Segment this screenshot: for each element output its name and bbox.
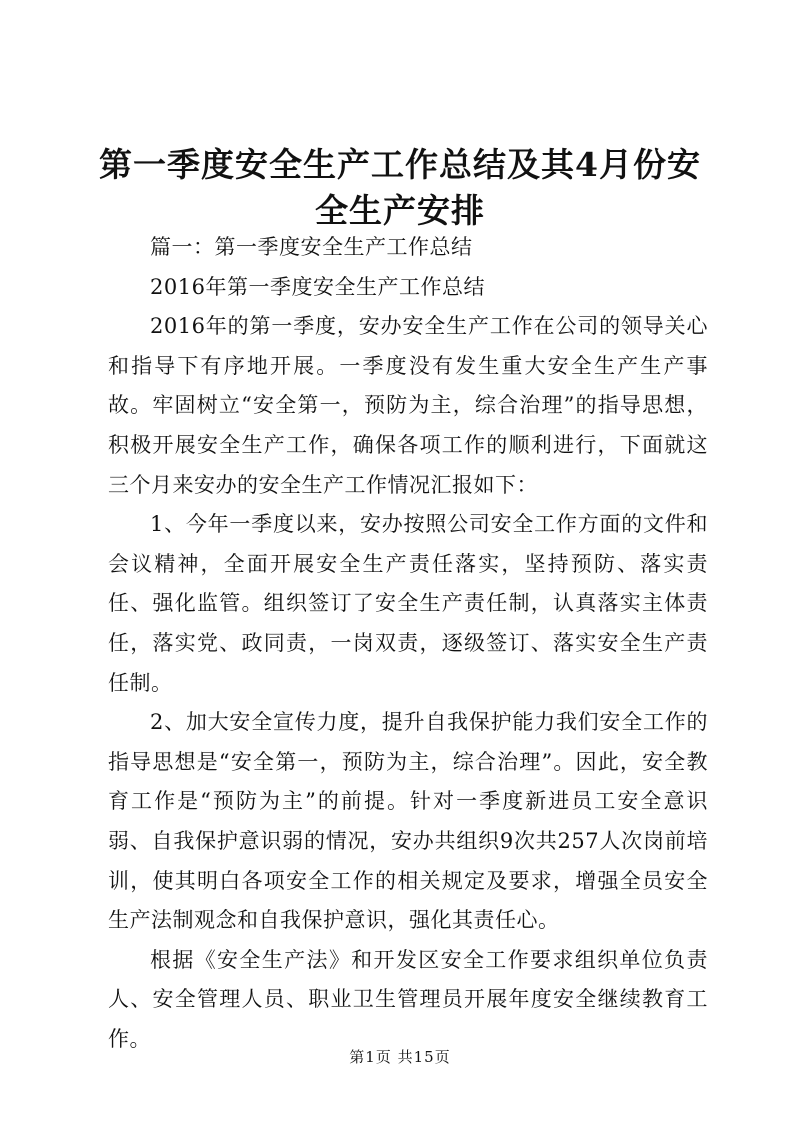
body-paragraph: 2、加大安全宣传力度，提升自我保护能力我们安全工作的指导思想是“安全第一，预防为主，综合治理”。因此，安全教育工作是“预防为主”的前提。针对一季度新进员工安全意识弱、自我保护意识弱的情况，安办共组织9次共257人次岗前培训，使其明白各项安全工作的相关规定及要求，增强全员安全生产法制观念和自我保护意识，强化其责任心。 (108, 710, 708, 933)
document-body (108, 228, 708, 1059)
page-number: 第1页 共15页 (349, 1048, 451, 1066)
body-paragraph: 根据《安全生产法》和开发区安全工作要求组织单位负责人、安全管理人员、职业卫生管理员开展年度安全继续教育工作。 (108, 947, 708, 1051)
document-title: 第一季度安全生产工作总结及其4月份安全生产安排 (99, 145, 701, 230)
section-heading: 篇一：第一季度安全生产工作总结 (150, 235, 473, 259)
report-title: 2016年第一季度安全生产工作总结 (150, 274, 485, 299)
body-paragraph: 1、今年一季度以来，安办按照公司安全工作方面的文件和会议精神，全面开展安全生产责任落实，坚持预防、落实责任、强化监管。组织签订了安全生产责任制，认真落实主体责任，落实党、政同责，一岗双责，逐级签订、落实安全生产责任制。 (108, 512, 708, 695)
body-paragraph: 2016年的第一季度，安办安全生产工作在公司的领导关心和指导下有序地开展。一季度没有发生重大安全生产生产事故。牢固树立“安全第一，预防为主，综合治理”的指导思想，积极开展安全生产工作，确保各项工作的顺利进行，下面就这三个月来安办的安全生产工作情况汇报如下： (108, 314, 708, 497)
